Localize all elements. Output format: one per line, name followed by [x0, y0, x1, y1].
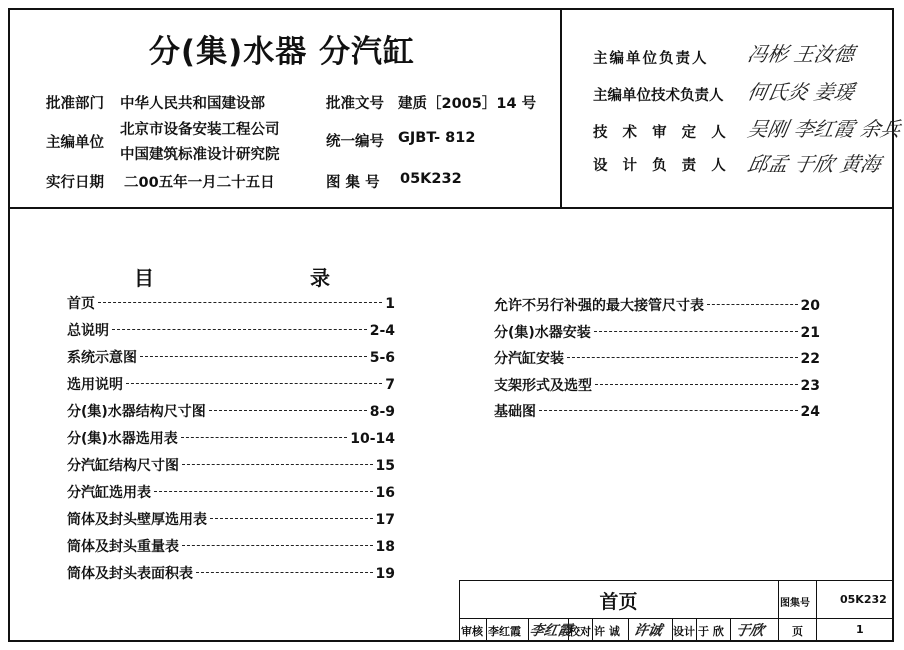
toc-item[interactable]	[67, 563, 395, 590]
toc-item[interactable]	[67, 401, 395, 428]
toc-item[interactable]	[494, 401, 820, 428]
leader-dashes	[595, 384, 798, 385]
toc-item-label: 分汽缸结构尺寸图	[67, 458, 179, 474]
toc-title-left: 目	[134, 266, 154, 290]
toc-item-label: 首页	[67, 296, 95, 312]
designer-signature: 于欣	[734, 623, 766, 639]
toc-item-label: 允许不另行补强的最大接管尺寸表	[494, 298, 704, 314]
signature-tech-reviewer: 吴刚 李红霞 余兵	[745, 117, 903, 141]
editor-unit-label: 主编单位	[46, 135, 104, 151]
leader-dashes	[182, 545, 373, 546]
toc-item[interactable]	[494, 295, 820, 322]
toc-left-column	[67, 293, 395, 590]
page-number: 1	[856, 623, 864, 636]
approval-doc-label: 批准文号	[326, 96, 384, 112]
approval-doc: 建质［2005］14 号	[398, 96, 537, 112]
atlas-no-cell: 05K232	[840, 593, 887, 606]
title-block-row-divider	[459, 618, 894, 619]
check-label: 校对	[569, 625, 591, 638]
role-chief-tech: 主编单位技术负责人	[593, 88, 724, 104]
toc-item-label: 基础图	[494, 404, 536, 420]
toc-item-label: 选用说明	[67, 377, 123, 393]
role-design-lead: 设 计 负 责 人	[593, 158, 731, 174]
leader-dashes	[98, 302, 382, 303]
signature-chief-tech: 何氏炎 姜瑗	[745, 80, 857, 104]
toc-item-page: 10-14	[350, 431, 395, 447]
leader-dashes	[140, 356, 367, 357]
toc-item-page: 22	[800, 351, 820, 367]
checker-signature: 许诚	[632, 623, 664, 639]
toc-item[interactable]	[67, 293, 395, 320]
title-block-cell-divider	[592, 618, 593, 642]
atlas-no-label: 图 集 号	[326, 175, 380, 191]
leader-dashes	[209, 410, 367, 411]
leader-dashes	[182, 464, 373, 465]
toc-item-label: 分(集)水器选用表	[67, 431, 178, 447]
toc-item[interactable]	[67, 347, 395, 374]
leader-dashes	[196, 572, 373, 573]
toc-item[interactable]	[67, 320, 395, 347]
atlas-title: 分(集)水器 分汽缸	[148, 34, 416, 70]
toc-item-page: 16	[375, 485, 395, 501]
toc-item-label: 筒体及封头重量表	[67, 539, 179, 555]
signature-design-lead: 邱孟 于欣 黄海	[745, 152, 883, 176]
role-chief-unit: 主编单位负责人	[593, 51, 709, 67]
title-block-cell-divider	[696, 618, 697, 642]
toc-item-label: 总说明	[67, 323, 109, 339]
toc-item-label: 筒体及封头壁厚选用表	[67, 512, 207, 528]
leader-dashes	[707, 304, 798, 305]
approval-dept: 中华人民共和国建设部	[120, 96, 265, 112]
leader-dashes	[210, 518, 373, 519]
toc-item-label: 支架形式及选型	[494, 377, 592, 394]
toc-item[interactable]	[67, 428, 395, 455]
toc-item-label: 分汽缸安装	[494, 351, 564, 367]
atlas-no: 05K232	[400, 171, 462, 187]
toc-item-label: 分(集)水器安装	[494, 324, 591, 341]
toc-item-label: 系统示意图	[67, 350, 137, 366]
page-label: 页	[792, 625, 803, 638]
editor-unit-2: 中国建筑标准设计研究院	[120, 147, 280, 163]
toc-item-page: 2-4	[369, 323, 395, 339]
leader-dashes	[181, 437, 347, 438]
toc-item[interactable]	[67, 509, 395, 536]
review-label: 审核	[461, 625, 483, 638]
atlas-no-label-cell: 图集号	[780, 598, 810, 609]
toc-item[interactable]	[494, 375, 820, 402]
toc-item-label: 分汽缸选用表	[67, 485, 151, 501]
toc-item-page: 23	[800, 377, 820, 394]
design-label: 设计	[673, 625, 695, 638]
toc-item-page: 8-9	[369, 404, 395, 420]
leader-dashes	[112, 329, 367, 330]
toc-item-page: 18	[375, 539, 395, 555]
title-block-cell-divider	[486, 618, 487, 642]
toc-item[interactable]	[67, 536, 395, 563]
header-vertical-divider	[560, 8, 562, 208]
approval-dept-label: 批准部门	[46, 96, 104, 112]
effective-date-label: 实行日期	[46, 175, 104, 191]
leader-dashes	[567, 357, 798, 358]
toc-title-right: 录	[310, 266, 330, 290]
toc-item-page: 7	[385, 377, 395, 393]
toc-item-page: 15	[375, 458, 395, 474]
designer-name: 于 欣	[698, 625, 724, 638]
toc-item-page: 24	[800, 404, 820, 420]
toc-item[interactable]	[67, 374, 395, 401]
toc-item[interactable]	[67, 482, 395, 509]
toc-item-label: 筒体及封头表面积表	[67, 566, 193, 582]
reviewer-name: 李红霞	[488, 625, 521, 638]
toc-item-page: 20	[800, 298, 820, 314]
role-tech-reviewer: 技 术 审 定 人	[593, 125, 731, 141]
effective-date: 二00五年一月二十五日	[124, 175, 275, 191]
title-block-col-divider	[778, 580, 779, 642]
title-block-cell-divider	[628, 618, 629, 642]
leader-dashes	[539, 410, 798, 411]
sheet-title: 首页	[599, 591, 638, 613]
leader-dashes	[126, 383, 382, 384]
title-block-cell-divider	[730, 618, 731, 642]
toc-right-column	[494, 295, 820, 428]
signature-chief-unit: 冯彬 王汝德	[745, 42, 857, 66]
unified-no: GJBT- 812	[398, 130, 476, 146]
editor-unit-1: 北京市设备安装工程公司	[120, 122, 280, 138]
toc-item-page: 19	[375, 566, 395, 582]
toc-item-page: 5-6	[369, 350, 395, 366]
toc-item[interactable]	[67, 455, 395, 482]
leader-dashes	[154, 491, 373, 492]
toc-item-label: 分(集)水器结构尺寸图	[67, 404, 206, 420]
toc-item[interactable]	[494, 322, 820, 349]
title-block-col-divider	[816, 580, 817, 642]
unified-no-label: 统一编号	[326, 134, 384, 150]
toc-item[interactable]	[494, 348, 820, 375]
reviewer-signature: 李红霞	[528, 623, 574, 639]
toc-item-page: 17	[375, 512, 395, 528]
leader-dashes	[594, 331, 798, 332]
header-divider	[8, 207, 894, 209]
checker-name: 许 诚	[594, 625, 620, 638]
toc-item-page: 21	[800, 324, 820, 341]
toc-item-page: 1	[385, 296, 395, 312]
